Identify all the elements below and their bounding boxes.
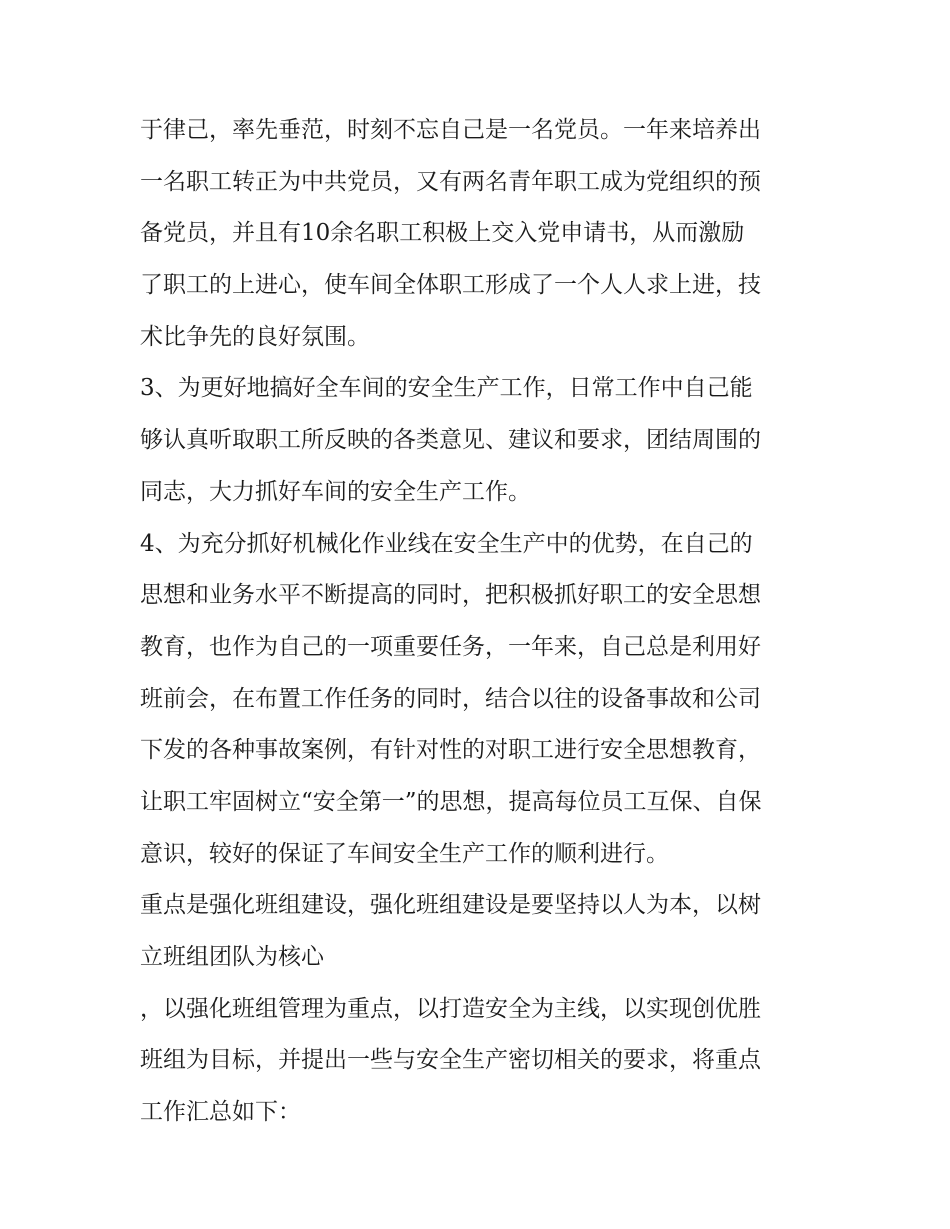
text-line: 于律己，率先垂范，时刻不忘自己是一名党员。一年来培养出 xyxy=(140,117,761,143)
text-line: 3、为更好地搞好全车间的安全生产工作，日常工作中自己能 xyxy=(140,375,753,402)
text-line: 意识，较好的保证了车间安全生产工作的顺利进行。 xyxy=(140,840,669,867)
text-line: ，以强化班组管理为重点，以打造安全为主线，以实现创优胜 xyxy=(140,995,761,1022)
text-line: 教育，也作为自己的一项重要任务，一年来，自己总是利用好 xyxy=(140,633,761,660)
text-line: 班组为目标，并提出一些与安全生产密切相关的要求，将重点 xyxy=(140,1047,761,1074)
text-line: 工作汇总如下： xyxy=(140,1099,301,1126)
body-text xyxy=(140,105,820,1139)
text-line: 下发的各种事故案例，有针对性的对职工进行安全思想教育， xyxy=(140,737,761,764)
text-line: 一名职工转正为中共党员，又有两名青年职工成为党组织的预 xyxy=(140,168,761,195)
text-line: 思想和业务水平不断提高的同时，把积极抓好职工的安全思想 xyxy=(140,582,761,609)
text-line: 了职工的上进心，使车间全体职工形成了一个人人求上进，技 xyxy=(140,272,761,299)
text-line: 立班组团队为核心 xyxy=(140,944,324,970)
text-line: 让职工牢固树立“安全第一”的思想，提高每位员工互保、自保 xyxy=(140,788,762,815)
text-line: 重点是强化班组建设，强化班组建设是要坚持以人为本，以树 xyxy=(140,892,761,919)
text-line: 班前会，在布置工作任务的同时，结合以往的设备事故和公司 xyxy=(140,685,761,712)
text-line: 同志，大力抓好车间的安全生产工作。 xyxy=(140,478,531,505)
text-line: 4、为充分抓好机械化作业线在安全生产中的优势，在自己的 xyxy=(140,530,753,557)
text-line: 术比争先的良好氛围。 xyxy=(140,323,370,350)
text-line: 够认真听取职工所反映的各类意见、建议和要求，团结周围的 xyxy=(140,427,761,454)
text-line: 备党员，并且有10余名职工积极上交入党申请书，从而激励 xyxy=(140,220,745,247)
